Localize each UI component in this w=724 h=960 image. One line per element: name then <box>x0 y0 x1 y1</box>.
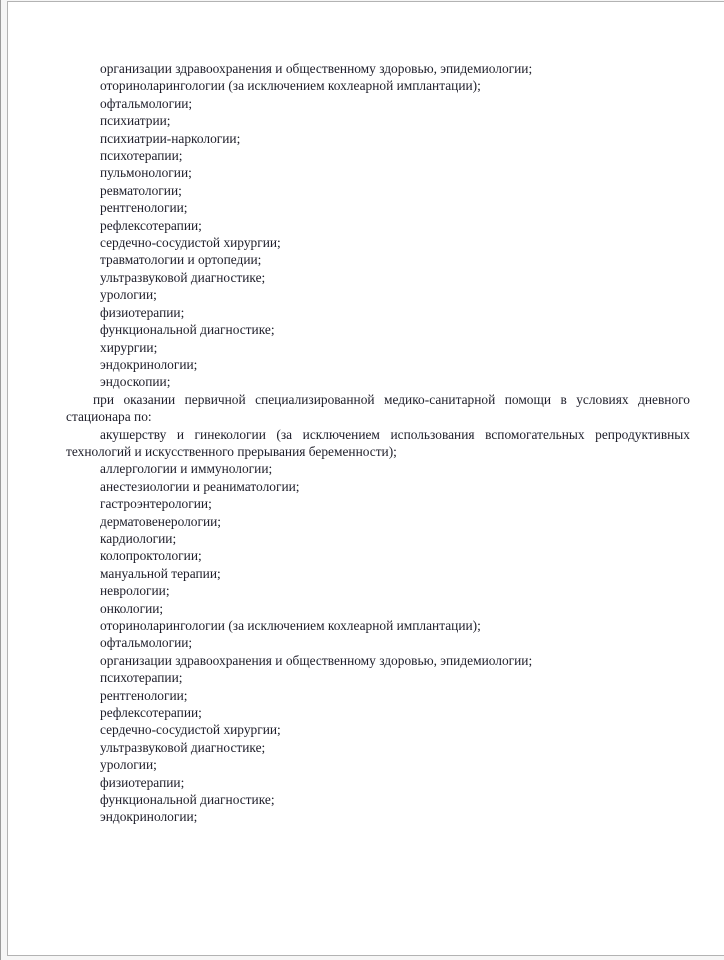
paragraph-line: стационара по: <box>66 409 152 425</box>
list-item: оториноларингологии (за исключением кохлеарной имплантации); <box>100 618 481 633</box>
list-item: функциональной диагностике; <box>100 322 275 338</box>
list-item: эндокринологии; <box>100 809 198 825</box>
list-item: хирургии; <box>100 339 158 355</box>
list-item: ультразвуковой диагностике; <box>100 269 266 285</box>
list-item: офтальмологии; <box>100 635 193 651</box>
list-item: психотерапии; <box>100 148 183 164</box>
viewer-left-edge <box>0 0 1 960</box>
list-item: психиатрии-наркологии; <box>100 130 241 146</box>
list-item: рефлексотерапии; <box>100 705 202 721</box>
list-item: эндокринологии; <box>100 356 198 372</box>
list-item: ревматологии; <box>100 182 182 198</box>
list-item-line: акушерству и гинекологии (за исключением использования вспомогательных репродуктивных <box>100 426 690 442</box>
list-item: травматологии и ортопедии; <box>100 252 262 268</box>
page-text-block <box>66 60 690 826</box>
list-item: гастроэнтерологии; <box>100 496 212 512</box>
list-item-line: технологий и искусственного прерывания беременности); <box>66 443 397 459</box>
list-item: физиотерапии; <box>100 774 185 790</box>
list-item: дерматовенерологии; <box>100 513 222 529</box>
document-page <box>7 1 724 956</box>
list-item: анестезиологии и реаниматологии; <box>100 478 300 494</box>
list-item: кардиологии; <box>100 530 177 546</box>
list-item: эндоскопии; <box>100 374 171 390</box>
list-item: оториноларингологии (за исключением кохлеарной имплантации); <box>100 78 481 94</box>
list-item: психотерапии; <box>100 670 183 686</box>
list-item: сердечно-сосудистой хирургии; <box>100 235 281 251</box>
list-item: рентгенологии; <box>100 200 188 216</box>
list-item: сердечно-сосудистой хирургии; <box>100 722 281 738</box>
paragraph-line: при оказании первичной специализированной медико-санитарной помощи в условиях дневного <box>93 391 690 407</box>
list-item: психиатрии; <box>100 113 171 129</box>
list-item: офтальмологии; <box>100 95 193 111</box>
list-item: мануальной терапии; <box>100 565 221 581</box>
list-item: физиотерапии; <box>100 304 185 320</box>
list-item: рентгенологии; <box>100 687 188 703</box>
list-item: организации здравоохранения и общественному здоровью, эпидемиологии; <box>100 652 533 668</box>
list-item: ультразвуковой диагностике; <box>100 739 266 755</box>
list-item: пульмонологии; <box>100 165 192 181</box>
list-item: организации здравоохранения и общественному здоровью, эпидемиологии; <box>100 61 533 76</box>
list-item: колопроктологии; <box>100 548 202 564</box>
list-item: урологии; <box>100 757 157 773</box>
list-item: аллергологии и иммунологии; <box>100 461 273 477</box>
list-item: онкологии; <box>100 600 164 616</box>
list-item: неврологии; <box>100 583 170 599</box>
list-item: урологии; <box>100 287 157 303</box>
list-item: рефлексотерапии; <box>100 217 202 233</box>
list-item: функциональной диагностике; <box>100 792 275 808</box>
